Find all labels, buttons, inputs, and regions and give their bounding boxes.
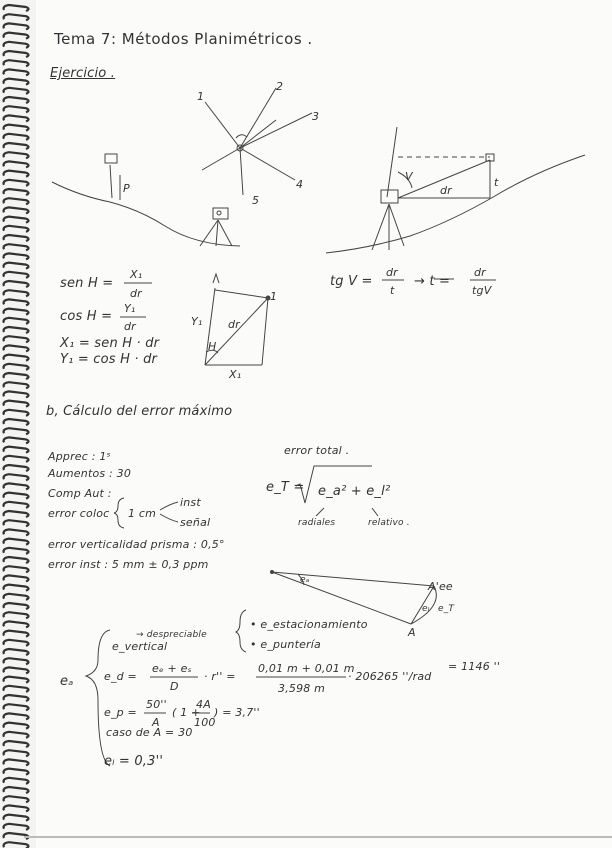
- ed-num: 0,01 m + 0,01 m: [258, 662, 355, 675]
- page-bottom-edge: [24, 836, 612, 838]
- sen-den: dr: [130, 287, 142, 300]
- ep-inner-num: 4A: [196, 698, 211, 711]
- y-equation: Y₁ = cos H · dr: [60, 352, 158, 367]
- relativo-label: relativo .: [368, 518, 410, 528]
- error-total-title: error total .: [284, 444, 350, 457]
- ep-lhs: e_p =: [104, 706, 137, 719]
- ev-term: e_vertical: [112, 640, 168, 653]
- terrain-sketch-right: [326, 127, 585, 253]
- ray-label-4: 4: [296, 178, 304, 191]
- triangle-side-label: Y₁: [191, 315, 203, 328]
- t-label: t: [494, 176, 499, 189]
- radiales-label: radiales: [298, 518, 336, 528]
- estacionamiento-term: • e_estacionamiento: [250, 618, 368, 631]
- wedge-el-label: eₗ: [422, 604, 430, 614]
- ray-label-2: 2: [276, 80, 284, 93]
- ep-result: ) = 3,7'': [214, 706, 260, 719]
- param-error-coloc: error coloc: [48, 507, 110, 520]
- error-total-lhs: e_T =: [266, 480, 305, 495]
- exercise-heading: Ejercicio .: [50, 66, 116, 81]
- ep-num: 50'': [146, 698, 167, 711]
- tg-num: dr: [386, 266, 398, 279]
- error-wedge-diagram: [271, 571, 437, 625]
- x-equation: X₁ = sen H · dr: [60, 336, 160, 351]
- ea-label: eₐ: [60, 674, 74, 689]
- triangle-angle-label: H: [208, 340, 217, 353]
- wedge-et-label: e_T: [438, 604, 455, 614]
- ed-lhs: e_d =: [104, 670, 137, 683]
- ray-label-5: 5: [252, 194, 260, 207]
- ed-frac-den: D: [170, 680, 179, 693]
- triangle-top-label: 1: [270, 290, 278, 303]
- param-inst: inst: [180, 496, 201, 509]
- ed-frac-num: eₑ + eₛ: [152, 662, 192, 675]
- wedge-ea-label: eₐ: [300, 575, 310, 585]
- param-senal: señal: [180, 516, 211, 529]
- ed-result: = 1146 '': [448, 660, 501, 673]
- brace-coloc: [114, 498, 124, 528]
- brace-ea: [86, 630, 110, 766]
- cos-num: Y₁: [124, 302, 136, 315]
- sen-lhs: sen H =: [60, 276, 114, 291]
- dr-label: dr: [440, 184, 452, 197]
- tg-lhs: tg V =: [330, 274, 373, 289]
- terrain-sketch-left: [52, 154, 240, 246]
- v-label: V: [405, 170, 413, 183]
- despreciable-note: → despreciable: [136, 630, 207, 640]
- triangle-hyp-label: dr: [228, 318, 240, 331]
- param-aumentos: Aumentos : 30: [48, 467, 132, 480]
- error-total-radical: e_a² + e_l²: [318, 484, 391, 499]
- ed-factor: · 206265 ''/rad: [348, 670, 432, 683]
- param-cm: 1 cm: [128, 507, 157, 520]
- brace-ed-terms: [236, 610, 246, 652]
- caso-note: caso de A = 30: [106, 726, 193, 739]
- param-error-inst: error inst : 5 mm ± 0,3 ppm: [48, 558, 209, 571]
- sen-num: X₁: [130, 268, 143, 281]
- wedge-a-label: A: [408, 626, 416, 639]
- triangle-bottom-label: X₁: [229, 368, 242, 381]
- ed-den: 3,598 m: [278, 682, 326, 695]
- wedge-a-prime-label: A'ee: [428, 580, 453, 593]
- t-arrow: → t =: [414, 274, 451, 289]
- param-verticalidad: error verticalidad prisma : 0,5°: [48, 538, 225, 551]
- cos-den: dr: [124, 320, 136, 333]
- ep-den: A: [152, 716, 160, 729]
- page-title: Tema 7: Métodos Planimétricos .: [54, 30, 313, 48]
- section-b-heading: b, Cálculo del error máximo: [46, 404, 233, 419]
- p-label: P: [123, 182, 130, 195]
- ray-label-3: 3: [312, 110, 320, 123]
- cos-lhs: cos H =: [60, 309, 113, 324]
- tg-den: t: [390, 284, 395, 297]
- el-term: eₗ = 0,3'': [104, 754, 164, 769]
- punteria-term: • e_puntería: [250, 638, 321, 651]
- t-den: tgV: [472, 284, 492, 297]
- ep-paren: ( 1 +: [172, 706, 201, 719]
- param-comp: Comp Aut :: [48, 487, 112, 500]
- t-num: dr: [474, 266, 486, 279]
- ep-inner-den: 100: [194, 716, 216, 729]
- ray-label-1: 1: [197, 90, 205, 103]
- param-apprec: Apprec : 1ˢ: [48, 450, 111, 463]
- ed-r: · r'' =: [204, 670, 236, 683]
